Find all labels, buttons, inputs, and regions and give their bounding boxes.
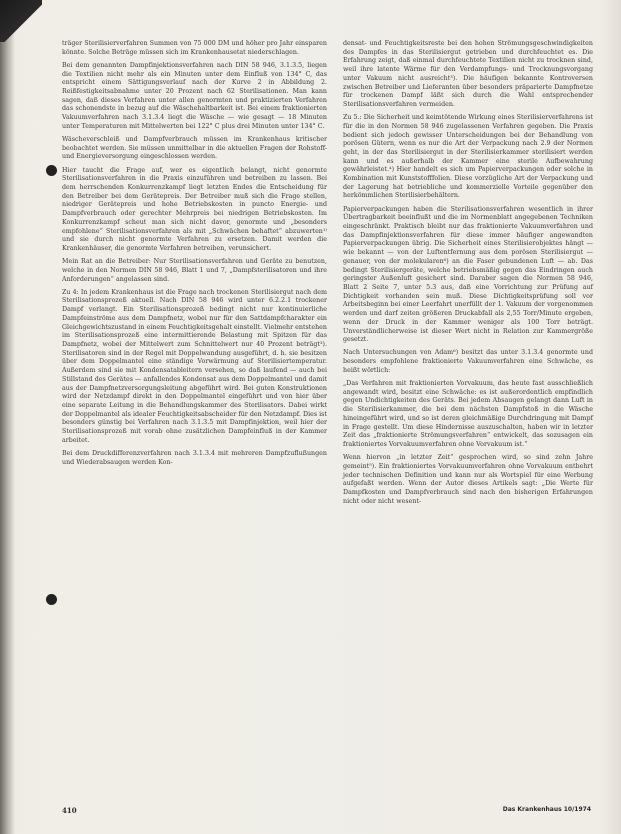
right-text-column <box>343 40 593 511</box>
paragraph: densat- und Feuchtigkeitsreste bei den hohen Strömungsgeschwindigkeiten des Dampfes in das Sterilisiergut getrieben und durchfeuchtet es. Die Erfahrung zeigt, daß einmal durchfeuchtete Textilien nicht zu trocknen sind, weil ihre latente Wärme für den Verdampfungs- und Trocknungsvorgang unter Vakuum nicht ausreicht³). Die häufigen bekannte Kontroversen zwischen Betreiber und Lieferanten über besonders präparierte Dampfnetze für trockenen Dampf läßt sich durch die Wahl entsprechender Sterilisationsverfahren vermeiden. <box>343 40 593 108</box>
paragraph: Hier taucht die Frage auf, wer es eigentlich belangt, nicht genormte Sterilisationsverfahren in die Praxis einzuführen und betreiben zu lassen. Bei dem herrschenden Konkurrenzkampf liegt letzten Endes die Entscheidung für den Betreiber bei dem Gerätepreis. Der Betreiber muß sich die Frage stellen, niedriger Gerätepreis und hohe Betriebskosten in puncto Energie- und Dampfverbrauch oder gerechter Mehrpreis bei niedrigen Betriebskosten. Im Konkurrenzkampf scheut man sich nicht davor, genormte und „besonders empfohlene“ Sterilisationsverfahren als mit „Schwächen behaftet“ abzuwerten¹⁾ und sie durch nicht genormte Verfahren zu ersetzen. Damit werden die Krankenhäuser, die genormte Verfahren betreiben, verunsichert. <box>62 166 327 252</box>
paragraph: Zu 4: In jedem Krankenhaus ist die Frage nach trockenen Sterilisiergut nach dem Sterilisationsprozeß aktuell. Nach DIN 58 946 wird unter 6.2.2.1 trockener Dampf verlangt. Ein Sterilisationsprozeß bedingt nicht nur kontinuierliche Dampfeinströme aus dem Dampfnetz, wobei nur für den Sattdampfcharakter ein Gleichgewichtszustand in einem Feuchtigkeitsgehalt einstellt. Vielmehr entstehen im Sterilisationsprozeß eine intermittierende Belastung mit Spitzen für das Dampfnetz, wobei der Mittelwert zum Schnittelwert nur 40 Prozent beträgt³). Sterilisatoren sind in der Regel mit Doppelwandung ausgeführt, d. h. sie besitzen über dem Doppelmantel eine ständige Vorwärmung auf Sterilisiertemperatur. Außerdem sind sie mit Kondensatableitern versehen, so daß laufend — auch bei Stillstand des Gerätes — anfallendes Kondensat aus dem Doppelmantel und damit aus der Dampfnetzversorgungsleitung abgeführt wird. Bei guten Konstruktionen wird der Netzdampf direkt in den Doppelmantel eingeführt und von hier über eine separate Leitung in die Behandlungskammer des Sterilisators. Dabei wirkt der Doppelmantel als idealer Feuchtigkeitsabscheider für den Netzdampf. Dies ist besonders günstig bei Verfahren nach 3.1.3.5 mit Dampfinjektion, weil hier der Sterilisationsprozeß mit vorab ohne zusätzlichen Dampfeinfluß in der Kammer arbeitet. <box>62 288 327 444</box>
left-text-column <box>62 40 327 472</box>
paragraph: Bei dem genannten Dampfinjektionsverfahren nach DIN 58 946, 3.1.3.5, liegen die Textilien nicht mehr als ein Minuten unter dem Einfluß von 134° C, das entspricht einem Sättigungsverlauf nach der Kurve 2 in Abbildung 2. Reißfestigkeitsabnahme unter 20 Prozent nach 62 Sterilisationen. Man kann sagen, daß dieses Verfahren unter allen genormten und praktizierten Verfahren das schonendste in bezug auf die Wäschehaltbarkeit ist. Bei einem fraktionierten Vakuumverfahren nach 3.1.3.4 liegt die Wäsche — wie gesagt — 18 Minuten unter Temperaturen mit Mittelwerten bei 122° C plus drei Minuten unter 134° C. <box>62 61 327 130</box>
book-spine-shadow <box>0 0 14 834</box>
punch-hole-top <box>46 165 57 176</box>
page-number: 410 <box>62 806 77 815</box>
paragraph: Mein Rat an die Betreiber: Nur Sterilisationsverfahren und Geräte zu benutzen, welche in den Normen DIN 58 946, Blatt 1 und 7, „Dampfsterilisatoren und ihre Anforderungen“ angelassen sind. <box>62 258 327 283</box>
paragraph: Nach Untersuchungen von Adam⁶) besitzt das unter 3.1.3.4 genormte und besonders empfohlene fraktionierte Vakuumverfahren eine Schwäche, es heißt wörtlich: <box>343 349 593 374</box>
paragraph: Wenn hiervon „in letzter Zeit“ gesprochen wird, so sind zehn Jahre gemeint⁵). Ein fraktioniertes Vorvakuumverfahren ohne Vorvakuum entbehrt jeder technischen Definition und kann nur als Wortspiel für eine Werbung aufgefaßt werden. Wenn der Autor dieses Artikels sagt: „Die Werte für Dampfkosten und Dampfverbrauch sind nach den bisherigen Erfahrungen nicht oder nicht wesent- <box>343 454 593 505</box>
paragraph: „Das Verfahren mit fraktionierten Vorvakuum, das heute fast ausschließlich angewandt wird, besitzt eine Schwäche: es ist außerordentlich empfindlich gegen Undichtigkeiten des Geräts. Bei jedem Absaugen gelangt dann Luft in die Sterilisierkammer, die bei dem nächsten Dampfstoß in die Wäsche hineingeführt wird, und so ist deren gleichmäßige Durchdringung mit Dampf in Frage gestellt. Um diese Hindernisse auszuschalten, haben wir in letzter Zeit das „fraktionierte Strömungsverfahren“ entwickelt, das sozusagen ein fraktioniertes Vorvakuumverfahren ohne Vorvakuum ist.“ <box>343 380 593 448</box>
magazine-footer: Das Krankenhaus 10/1974 <box>502 806 591 813</box>
paragraph: Bei dem Druckdifferenzverfahren nach 3.1.3.4 mit mehreren Dampfzuflußungen und Wiederabsaugen werden Kon- <box>62 449 327 466</box>
dark-corner <box>0 0 42 42</box>
paragraph: Zu 5.: Die Sicherheit und keimtötende Wirkung eines Sterilisierverfahrens ist für die in den Normen 58 946 zugelassenen Verfahren gegeben. Die Praxis bedient sich jedoch gewisser Unterscheidungen bei der Behandlung von porösen Gütern, wenn es nur die Art der Verpackung nach 2.9 der Normen geht, in der das Sterilisiergut in der Sterilisierkammer sterilisiert werden kann und es außerhalb der Kammer eine sterile Aufbewahrung gewährleistet.⁴) Hier handelt es sich um Papierverpackungen oder solche in Kombination mit Kunststofffolien. Diese vorzügliche Art der Verpackung und der Lagerung hat betriebliche und kommerzielle Vorteile gegenüber den herkömmlichen Sterilisierbehältern. <box>343 114 593 200</box>
paragraph: Wäscheverschleiß und Dampfverbrauch müssen im Krankenhaus kritischer beobachtet werden. Sie müssen unmittelbar in die aktuellen Fragen der Rohstoff- und Energieversorgung eingeschlossen werden. <box>62 136 327 161</box>
paragraph: träger Sterilisierverfahren Summen von 75 000 DM und höher pro Jahr einsparen könnte. Solche Beträge müssen sich im Krankenhausetat niederschlagen. <box>62 40 327 56</box>
punch-hole-bottom <box>46 594 57 605</box>
paragraph: Papierverpackungen haben die Sterilisationsverfahren wesentlich in ihrer Übertragbarkeit beeinflußt und die im Normenblatt angegebenen Techniken eingeschränkt. Praktisch bleibt nur das fraktionierte Vakuumverfahren und das Dampfinjektionsverfahren für diese immer häufiger angewandten Papierverpackungen übrig. Die Sicherheit eines Sterilisierobjektes hängt — wie bekannt — von der Luftentfernung aus dem porösen Sterilisiergut — genauer, von der molekularen⁶) an die Faser gebundenen Luft — ab. Das bedingt Sterilisiergeräte, welche betriebsmäßig gegen das Eindringen auch geringster Außenluft gesichert sind. Daraber sagen die Normen 58 946, Blatt 2 Seite 7, unter 5.3 aus, daß eine Vorrichtung zur Prüfung auf Dichtigkeit vorhanden sein muß. Diese Dichtigkeitsprüfung soll vor Arbeitsbeginn bei einer Leerfahrt unerfüllt der 1. Vakuum der vorgenommen werden und darf zeiten größeren Druckabfall als 2,55 Torr/Minute ergeben, wenn der Druck in der Kammer weniger als 100 Torr beträgt. Unverständlicherweise ist dieser Wert nicht in Relation zur Kammergröße gesetzt. <box>343 205 593 344</box>
